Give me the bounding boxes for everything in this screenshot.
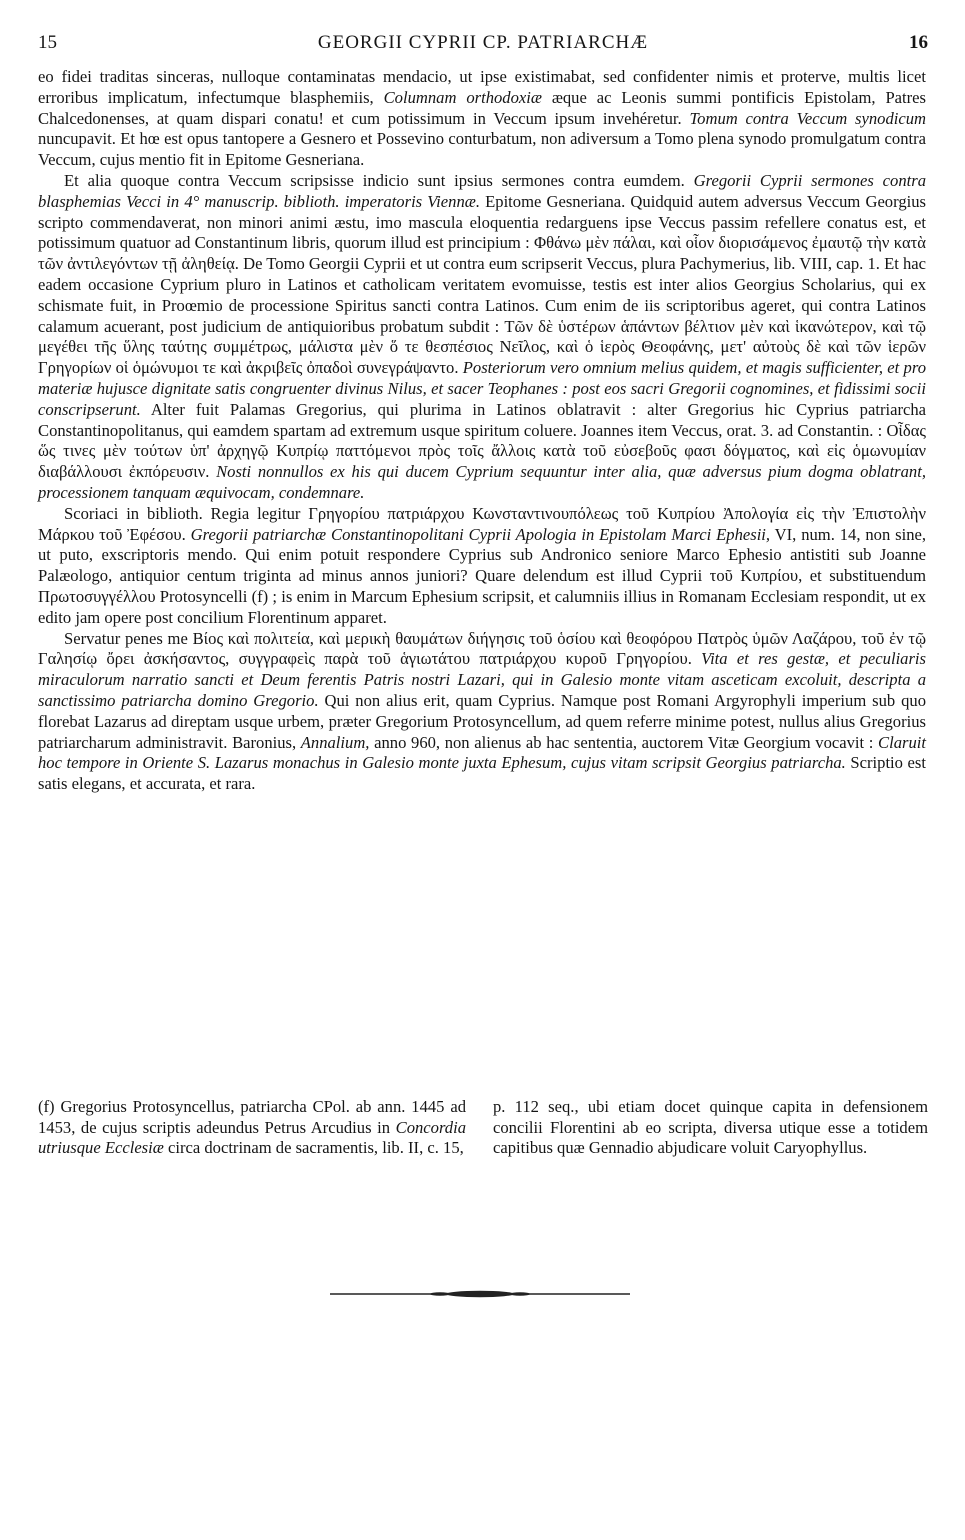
running-header	[38, 32, 928, 58]
paragraph-text: Servatur penes me Βίος καὶ πολιτεία, καὶ μερικὴ θαυμάτων διήγησις τοῦ ὁσίου καὶ θεοφόρου Πατρὸς ὑμῶν Λαζάρου, τοῦ ἐν τῷ Γαλησίῳ ὄρει ἀσκήσαντος, συγγραφεὶς παρὰ τοῦ ἁγιωτάτου πατριάρχου κυροῦ Γρηγορίου.	[38, 628, 926, 669]
italic-quotation: Claruit hoc tempore in Oriente S. Lazarus monachus in Galesio monte juxta Ephesum, cujus vitam scripsit Georgius patriarcha.	[38, 732, 926, 773]
ornamental-rule	[330, 1287, 630, 1301]
right-page-number: 16	[909, 32, 928, 53]
left-page-number: 15	[38, 32, 57, 53]
footnote-text: circa doctrinam de sacramentis, lib. II, c. 15,	[163, 1138, 464, 1157]
paragraph-text: eo fidei traditas sinceras, nulloque contaminatas mendacio, ut ipse existimabat, sed confidenter nimis et proterve, multis licet erroribus implicatum, infectumque blasphemiis,	[38, 67, 926, 107]
paragraph-text: Scriptio est satis elegans, et accurata, et rara.	[38, 753, 926, 794]
paragraph-3	[38, 504, 926, 629]
footnote-column-left	[38, 1097, 466, 1159]
footnote-italic-title: Concordia utriusque Ecclesiæ	[38, 1117, 466, 1157]
italic-translation: Vita et res gestæ, et peculiaris miraculorum narratio sancti et Deum ferentis Patris nostri Lazari, qui in Galesio monte vitam asceticam excoluit, descripta a sanctissimo patriarcha domino Gregorio.	[38, 649, 926, 710]
italic-translation: Gregorii patriarchæ Constantinopolitani Cyprii Apologia in Epistolam Marci Ephesii,	[190, 524, 771, 544]
italic-translation: Nosti nonnullos ex his qui ducem Cyprium sequuntur inter alia, quæ adversus pium dogma oblatrant, processionem tanquam æquivocam, condemnare.	[38, 462, 926, 502]
paragraph-text: nuncupavit. Et hœ est opus tantopere a Gesnero et Possevino conturbatum, non adiversum a Tomo plena synodo promulgatum contra Veccum, cujus mentio fit in Epitome Gesneriana.	[38, 129, 926, 170]
paragraph-text: anno 960, non alienus ab hac sententia, auctorem Vitæ Georgium vocavit :	[369, 732, 879, 752]
paragraph-4	[38, 629, 926, 795]
paragraph-text: Epitome Gesneriana. Quidquid autem adversus Veccum Georgius scripto commendaverat, non minori animi æstu, imo mascula eloquentia redarguens ipse Veccus passim refellere conatus est, et potissimum quatuor ad Constantinum libris, quorum illud est principium : Φθάνω μὲν πάλαι, καὶ οἷον διορισάμενος ἐμαυτῷ τὴν κατὰ τῶν ἀντιλεγόντων τῇ ἀληθείᾳ. De Tomo Georgii Cyprii et ut contra eum scripserit Veccus, plura Pachymerius, lib. VIII, cap. 1. Et hac eadem occasione Cyprium pluro in Latinos et catholicam veritatem evomuisse, testis est inter alios Georgius Scholarius, qui ex schismate fuit, in Proœmio de processione Spiritus sancti contra Latinos. Cum enim de iis scriptoribus ageret, qui contra Latinos calamum acuerant, post judicium de antiquioribus probatum subdit : Τῶν δὲ ὑστέρων ἁπάντων βέλτιον μὲν καὶ ἱκανώτερον, καὶ τῷ μεγέθει τῆς ὕλης ταύτης συμμέτρως, μάλιστα μὲν ὅ τε θεσπέσιος Νεῖλος, καὶ ὁ ἱερὸς Θεοφάνης, μετ' αὐτοὺς δὲ καὶ τῶν ἱερῶν Γρηγορίων οἱ ὁμώνυμοι τε καὶ ἀκριβεῖς ὀπαδοὶ συνεγράψαντο.	[38, 191, 926, 378]
footnote-column-right	[493, 1097, 928, 1159]
paragraph-text: VI, num. 14, non sine, ut puto, exscriptoris mendo. Qui enim potuit respondere Cyprius sub Andronico seniore Marco Ephesio antistiti sub Joanne Palæologo, antiquior centum triginta ad minus annos juniori? Quare delendum est illud Cyprii τοῦ Κυπρίου, et substituendum Πρωτοσυγγέλλου Protosyncelli (f) ; is enim in Marcum Ephesium scripsit, et calumniis illius in Romanam Ecclesiam respondit, ut ex edito jam opere post concilium Florentinum apparet.	[38, 524, 927, 627]
paragraph-text: Alter fuit Palamas Gregorius, qui plurima in Latinos oblatravit : alter Gregorius hic Cyprius patriarcha Constantinopolitanus, qui eamdem spartam ad extremum usque spiritum coluere. Joannes item Veccus, orat. 3. ad Constantin. : Οἶδας ὥς τινες μὲν τούτων ὑπ' ἀρχηγῷ Κυπρίῳ παττόμενοι πρὸς τοῖς ἄλλοις κατὰ τοῦ εὐσεβοῦς φασι δόγματος, καὶ εἰς ὁμωνυμίαν διαβάλλουσι ἐκπόρευσιν.	[38, 399, 926, 482]
italic-citation: Gregorii Cyprii sermones contra blasphemias Vecci in 4° manuscrip. biblioth. imperatoris Viennæ.	[38, 170, 926, 211]
paragraph-1	[38, 67, 926, 171]
italic-translation: Posteriorum vero omnium melius quidem, et magis sufficienter, et pro materiæ hujusce dignitate satis congruenter divinus Nilus, et sacer Teophanes : post eos sacri Gregorii cognomines, et fidissimi socii conscripserunt.	[38, 358, 926, 419]
footnote-text: p. 112 seq., ubi etiam docet quinque capita in defensionem concilii Florentini ab eo scripta, diversa utique esse a totidem capitibus quæ Gennadio abjudicare voluit Caryophyllus.	[493, 1097, 928, 1157]
italic-title: Tomum contra Veccum synodicum	[689, 108, 926, 128]
paragraph-text: æque ac Leonis summi pontificis Epistolam, Patres Chalcedonenses, at quam dispari conatu! et cum potissimum in Veccum ipsum invehéretur.	[38, 87, 926, 128]
italic-title: Annalium,	[300, 732, 370, 752]
paragraph-text: Qui non alius erit, quam Cyprius. Namque post Romani Argyrophyli imperium sub quo florebat Lazarus ad direptam usque urbem, præter Gregorium Protosyncellum, ad quem referre minime potest, nullus alius Gregorius patriarcharum administravit. Baronius,	[38, 690, 926, 752]
paragraph-text: Scoriaci in biblioth. Regia legitur Γρηγορίου πατριάρχου Κωνσταντινουπόλεως τοῦ Κυπρίου Ἀπολογία εἰς τὴν Ἐπιστολὴν Μάρκου τοῦ Ἐφέσου.	[38, 503, 926, 544]
footnote-text: (f) Gregorius Protosyncellus, patriarcha CPol. ab ann. 1445 ad 1453, de cujus scriptis adeundus Petrus Arcudius in	[38, 1097, 466, 1137]
main-text	[38, 67, 926, 795]
italic-title: Columnam orthodoxiæ	[383, 87, 542, 107]
paragraph-text: Et alia quoque contra Veccum scripsisse indicio sunt ipsius sermones contra eumdem.	[64, 170, 694, 190]
running-title: GEORGII CYPRII CP. PATRIARCHÆ	[317, 32, 649, 53]
paragraph-2	[38, 171, 926, 504]
